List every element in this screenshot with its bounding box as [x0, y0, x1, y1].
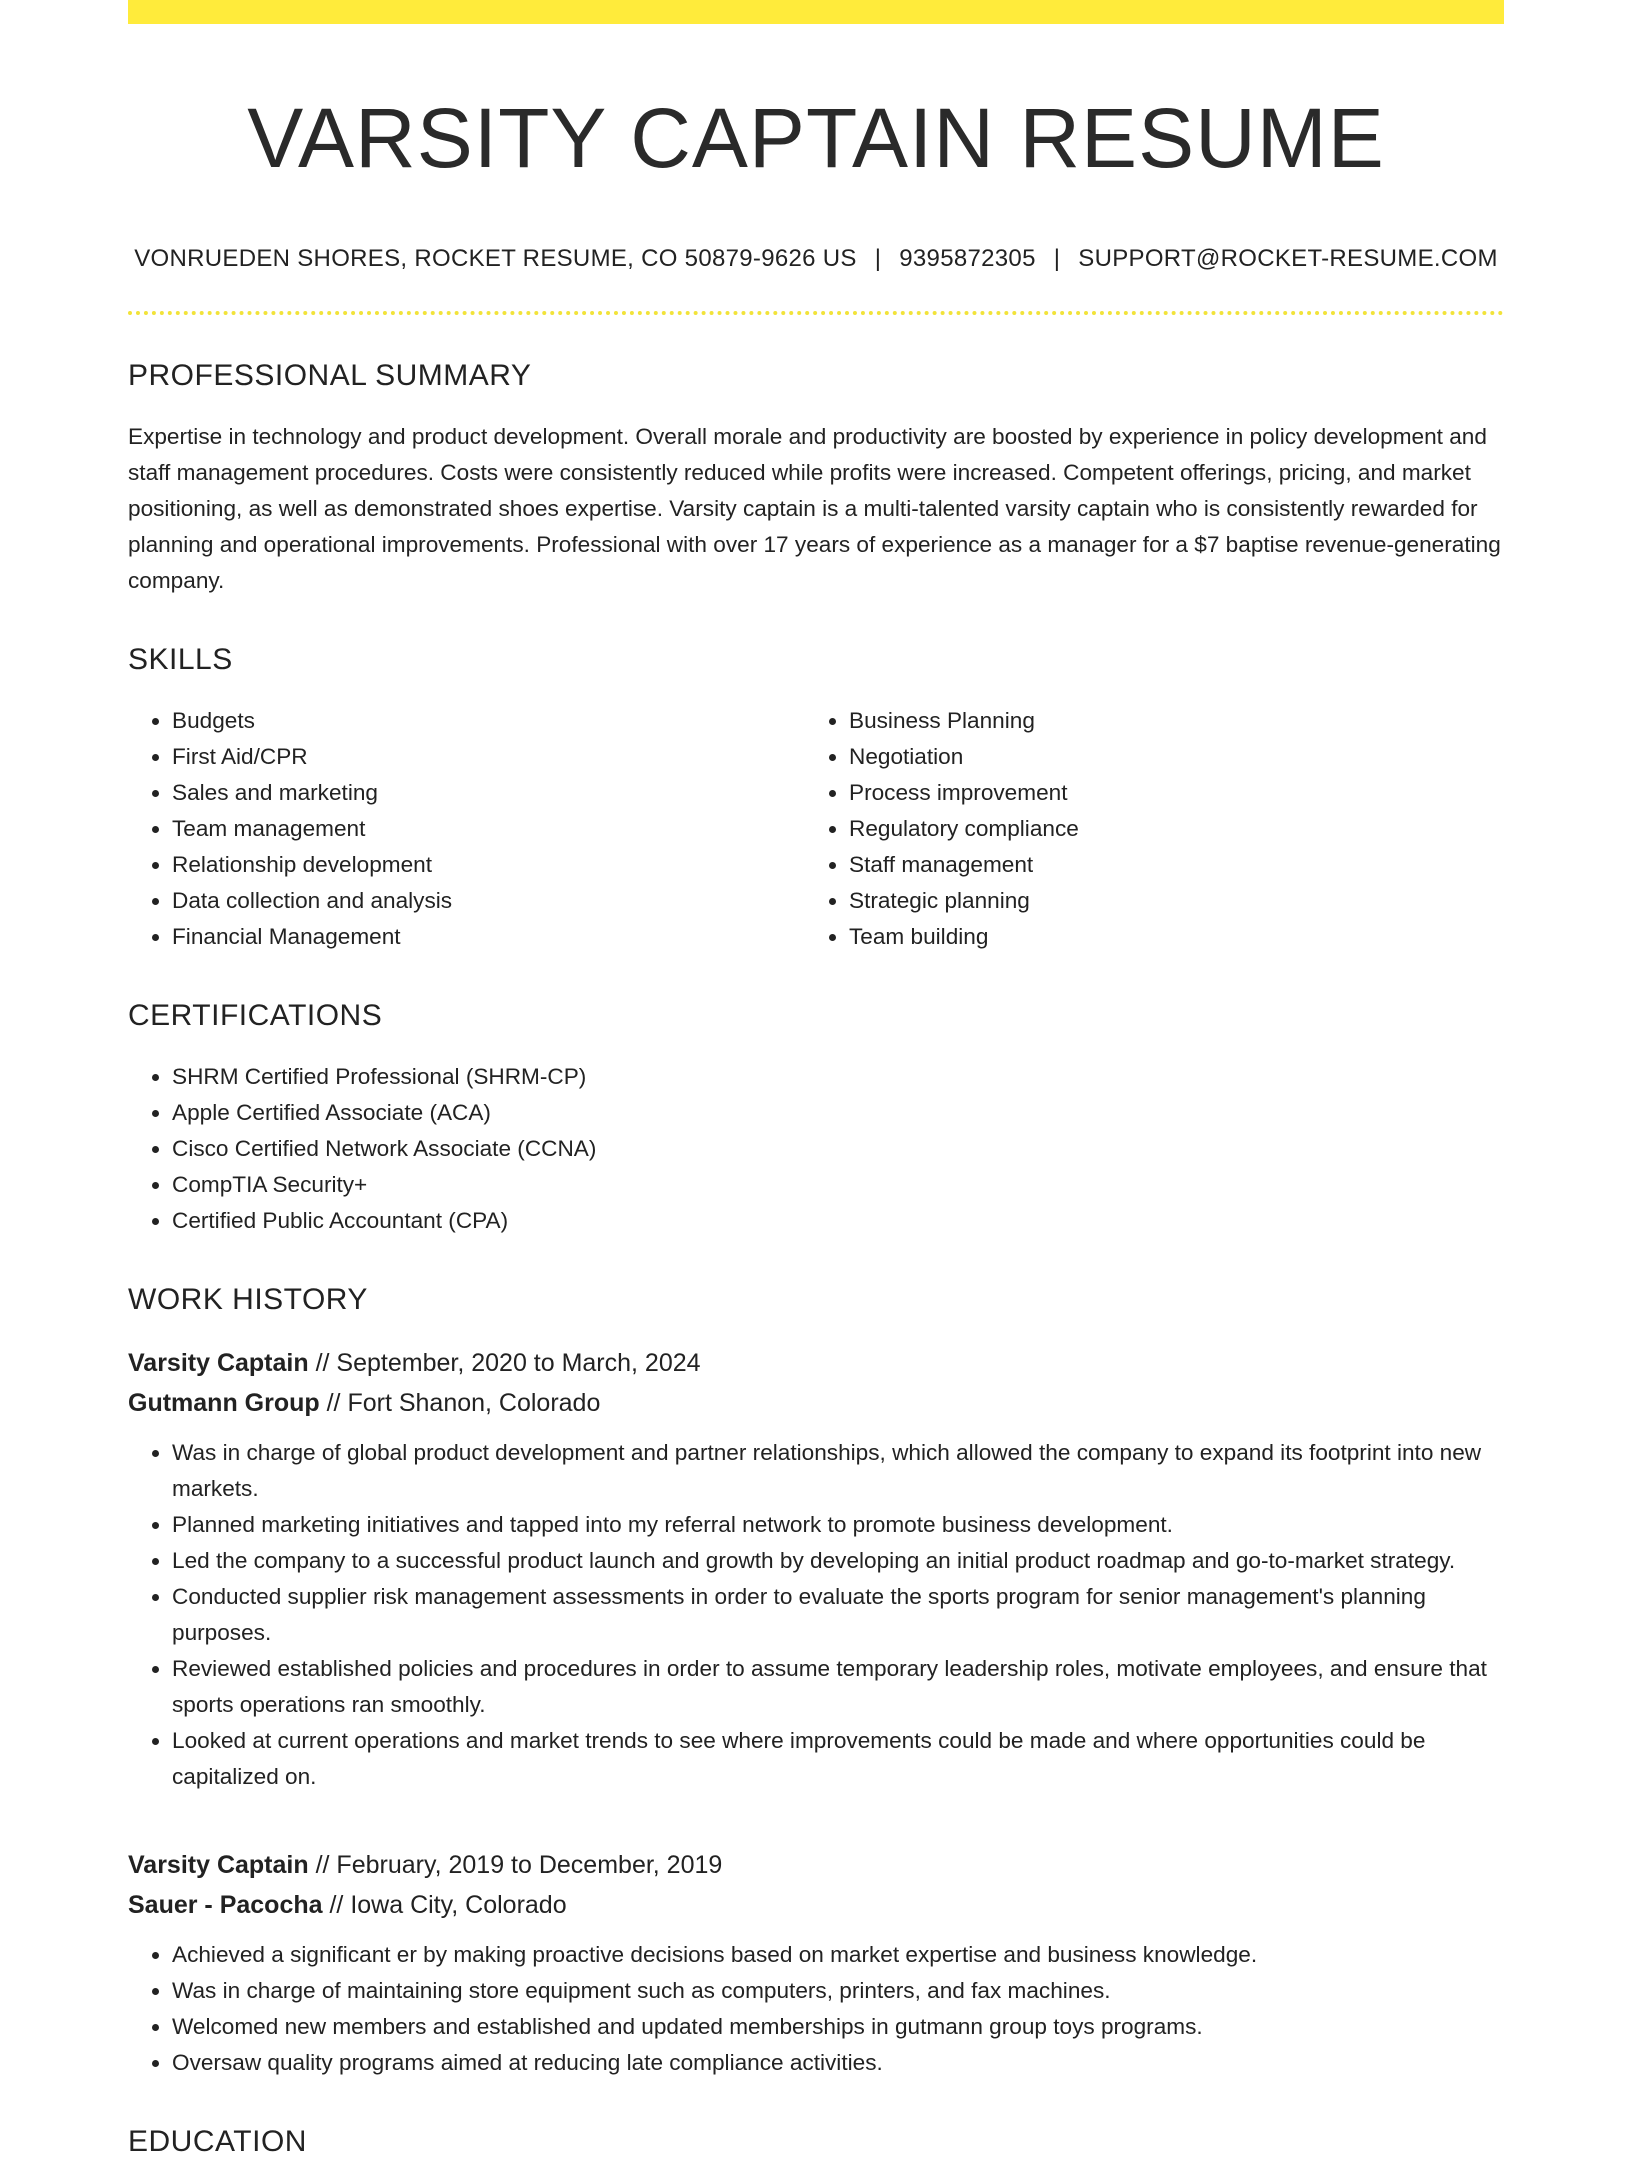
- skills-heading: SKILLS: [128, 642, 233, 676]
- skill-item: • Team management: [172, 811, 805, 847]
- skills-list-right: [805, 703, 1482, 955]
- job-location: // Iowa City, Colorado: [322, 1890, 567, 1919]
- job-bullet: • Reviewed established policies and procedures in order to assume temporary leadership roles, motivate employees, and ensure that sports operations ran smoothly.: [172, 1651, 1504, 1723]
- skill-item: • Financial Management: [172, 919, 805, 955]
- job-bullet: • Led the company to a successful product launch and growth by developing an initial product roadmap and go-to-market strategy.: [172, 1543, 1504, 1579]
- job-entry: [128, 1343, 1504, 1795]
- skills-grid: [128, 703, 1504, 955]
- certifications-heading: CERTIFICATIONS: [128, 998, 383, 1032]
- contact-address: VONRUEDEN SHORES, ROCKET RESUME, CO 50879-9626 US: [134, 244, 857, 272]
- job-bullet: • Looked at current operations and market trends to see where improvements could be made and where opportunities could be capitalized on.: [172, 1723, 1504, 1795]
- job-bullet: • Was in charge of global product development and partner relationships, which allowed the company to expand its footprint into new markets.: [172, 1435, 1504, 1507]
- summary-heading: PROFESSIONAL SUMMARY: [128, 358, 532, 392]
- resume-page: [128, 0, 1504, 2159]
- job-bullet: • Conducted supplier risk management assessments in order to evaluate the sports program for senior management's planning purposes.: [172, 1579, 1504, 1651]
- accent-top-bar: [128, 0, 1504, 24]
- contact-separator: |: [1053, 244, 1061, 272]
- skill-item: • Business Planning: [849, 703, 1482, 739]
- job-dates: // September, 2020 to March, 2024: [308, 1348, 701, 1377]
- work-history-heading: WORK HISTORY: [128, 1282, 368, 1316]
- summary-text: Expertise in technology and product development. Overall morale and productivity are boosted by experience in policy development and staff management procedures. Costs were consistently reduced while profits were increased. Competent offerings, pricing, and market positioning, as well as demonstrated shoes expertise. Varsity captain is a multi-talented varsity captain who is consistently rewarded for planning and operational improvements. Professional with over 17 years of experience as a manager for a $7 baptise revenue-generating company.: [128, 423, 1501, 593]
- skill-item: • First Aid/CPR: [172, 739, 805, 775]
- skill-item: • Regulatory compliance: [849, 811, 1482, 847]
- job-location: // Fort Shanon, Colorado: [319, 1388, 601, 1417]
- job-title-line: [128, 1343, 1504, 1383]
- contact-line: [128, 245, 1504, 273]
- job-company: Gutmann Group: [128, 1388, 320, 1417]
- job-company: Sauer - Pacocha: [128, 1890, 323, 1919]
- skill-item: • Budgets: [172, 703, 805, 739]
- job-company-line: [128, 1383, 1504, 1423]
- skill-item: • Negotiation: [849, 739, 1482, 775]
- skill-item: • Staff management: [849, 847, 1482, 883]
- contact-email[interactable]: SUPPORT@ROCKET-RESUME.COM: [1078, 244, 1498, 272]
- skill-item: • Sales and marketing: [172, 775, 805, 811]
- skill-item: • Team building: [849, 919, 1482, 955]
- contact-phone[interactable]: 9395872305: [899, 244, 1036, 272]
- skill-item: • Data collection and analysis: [172, 883, 805, 919]
- certification-item: • Cisco Certified Network Associate (CCNA): [172, 1131, 1504, 1167]
- job-dates: // February, 2019 to December, 2019: [308, 1850, 723, 1879]
- skill-item: • Strategic planning: [849, 883, 1482, 919]
- certification-item: • CompTIA Security+: [172, 1167, 1504, 1203]
- certification-item: • Apple Certified Associate (ACA): [172, 1095, 1504, 1131]
- certification-item: • Certified Public Accountant (CPA): [172, 1203, 1504, 1239]
- resume-title: VARSITY CAPTAIN RESUME: [247, 91, 1385, 185]
- education-heading: EDUCATION: [128, 2124, 307, 2158]
- job-title-line: [128, 1845, 1504, 1885]
- job-bullets: [128, 1435, 1504, 1795]
- certifications-list: [128, 1059, 1504, 1239]
- job-title: Varsity Captain: [128, 1850, 309, 1879]
- contact-separator: |: [874, 244, 882, 272]
- certification-item: • SHRM Certified Professional (SHRM-CP): [172, 1059, 1504, 1095]
- skill-item: • Relationship development: [172, 847, 805, 883]
- job-bullets: [128, 1937, 1504, 2081]
- job-bullet: • Oversaw quality programs aimed at reducing late compliance activities.: [172, 2045, 1504, 2081]
- skill-item: • Process improvement: [849, 775, 1482, 811]
- job-company-line: [128, 1885, 1504, 1925]
- job-bullet: • Achieved a significant er by making proactive decisions based on market expertise and business knowledge.: [172, 1937, 1504, 1973]
- job-bullet: • Planned marketing initiatives and tapped into my referral network to promote business development.: [172, 1507, 1504, 1543]
- job-bullet: • Welcomed new members and established and updated memberships in gutmann group toys programs.: [172, 2009, 1504, 2045]
- job-title: Varsity Captain: [128, 1348, 309, 1377]
- skills-list-left: [128, 703, 805, 955]
- dotted-divider: [128, 311, 1504, 315]
- job-bullet: • Was in charge of maintaining store equipment such as computers, printers, and fax machines.: [172, 1973, 1504, 2009]
- job-entry: [128, 1845, 1504, 2081]
